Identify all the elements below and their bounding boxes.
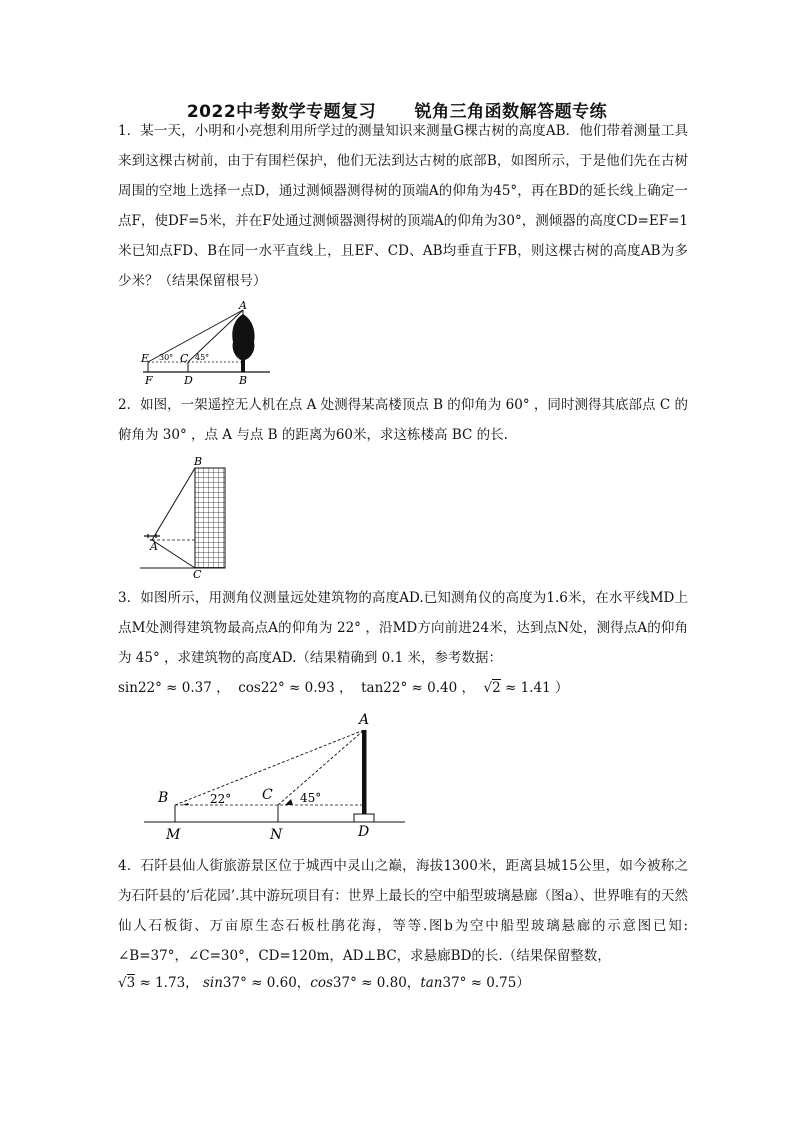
fig1-angle-45: 45°: [195, 353, 210, 362]
ref-tan-fn: tan: [420, 975, 443, 991]
fig1-label-E: E: [141, 352, 150, 365]
figure-2-building-diagram: [138, 452, 238, 580]
problem-1-text: 1．某一天，小明和小亮想利用所学过的测量知识来测量G棵古树的高度AB．他们带着测量工具来到这棵古树前，由于有围栏保护，他们无法到达古树的底部B，如图所示，于是他们先在古树周围的空地上选择一点D，通过测倾器测得树的顶端A的仰角为45°，再在BD的延长线上确定一点F，使DF=5米，并在F处通过测倾器测得树的顶端A的仰角为30°，测倾器的高度CD=EF=1米已知点FD、B在同一水平直线上，且EF、CD、AB均垂直于FB，则这棵古树的高度AB为多少米？（结果保留根号）: [118, 123, 688, 289]
figure-1-tree-diagram: [135, 300, 275, 386]
ref-sin-fn: sin: [202, 975, 223, 991]
tree-icon: [232, 314, 254, 372]
ref-cos22: cos22° ≈ 0.93 ，: [238, 680, 353, 696]
ref-cos37: 37° ≈ 0.80，: [332, 975, 421, 991]
ref-tan22: tan22° ≈ 0.40 ，: [361, 680, 475, 696]
ref-sqrt3-value: ≈ 1.73，: [135, 975, 199, 991]
ref-cos-fn: cos: [310, 975, 333, 991]
page-title: 2022中考数学专题复习 锐角三角函数解答题专练: [186, 102, 608, 122]
fig1-label-A: A: [239, 300, 247, 312]
problem-3-text: 3．如图所示，用测角仪测量远处建筑物的高度AD.已知测角仪的高度为1.6米，在水平线MD上点M处测得建筑物最高点A的仰角为 22° ，沿MD方向前进24米，达到点N处，测得点A的仰角为 45° ，求建筑物的高度AD.（结果精确到 0.1 米，参考数据：: [118, 590, 688, 666]
problem-3-reference-values: sin22° ≈ 0.37 ， cos22° ≈ 0.93 ， tan22° ≈ 0.40 ， √2 ≈ 1.41 ）: [118, 680, 569, 696]
fig1-angle-30: 30°: [159, 353, 174, 362]
ref-sin22: sin22° ≈ 0.37 ，: [118, 680, 230, 696]
fig2-label-A: A: [150, 540, 158, 553]
fig3-label-D: D: [358, 824, 370, 840]
fig1-label-C: C: [180, 352, 189, 365]
problem-2-text: 2．如图，一架遥控无人机在点 A 处测得某高楼顶点 B 的仰角为 60° ，同时测得其底部点 C 的俯角为 30° ，点 A 与点 B 的距离为60米，求这栋楼高 BC 的长.: [118, 397, 688, 443]
ref-sqrt3-radicand: 3: [126, 975, 136, 991]
fig1-label-F: F: [145, 374, 153, 386]
fig3-label-M: M: [166, 827, 181, 843]
ref-sqrt2-radicand: 2: [492, 680, 501, 696]
building: [195, 468, 225, 568]
fig3-angle-22: 22°: [210, 792, 232, 806]
problem-4-reference-values: √3 ≈ 1.73， sin37° ≈ 0.60，cos37° ≈ 0.80，tan37° ≈ 0.75）: [118, 975, 530, 991]
fig2-label-C: C: [193, 568, 202, 580]
ref-tan37: 37° ≈ 0.75）: [442, 975, 530, 991]
fig3-label-C: C: [262, 787, 273, 803]
fig1-label-D: D: [184, 374, 193, 386]
ref-sin37: 37° ≈ 0.60，: [222, 975, 311, 991]
fig2-label-B: B: [194, 455, 203, 468]
ref-sqrt2-value: ≈ 1.41 ）: [500, 680, 569, 696]
figure-3-building-diagram: [140, 708, 410, 844]
fig3-label-N: N: [270, 827, 283, 843]
fig3-label-A: A: [359, 712, 370, 728]
fig3-label-B: B: [158, 790, 169, 806]
problem-4-text: 4．石阡县仙人街旅游景区位于城西中灵山之巅，海拔1300米，距离县城15公里，如今被称之为石阡县的‘后花园’.其中游玩项目有：世界上最长的空中船型玻璃悬廊（图a）、世界唯有的天然仙人石板街、万亩原生态石板杜鹃花海，等等.图b为空中船型玻璃悬廊的示意图已知: ∠B=37°，∠C=30°，CD=120m，AD⊥BC，求悬廊BD的长.（结果保留整数，: [118, 858, 688, 964]
fig3-angle-45: 45°: [300, 791, 322, 805]
fig1-label-B: B: [239, 374, 248, 386]
